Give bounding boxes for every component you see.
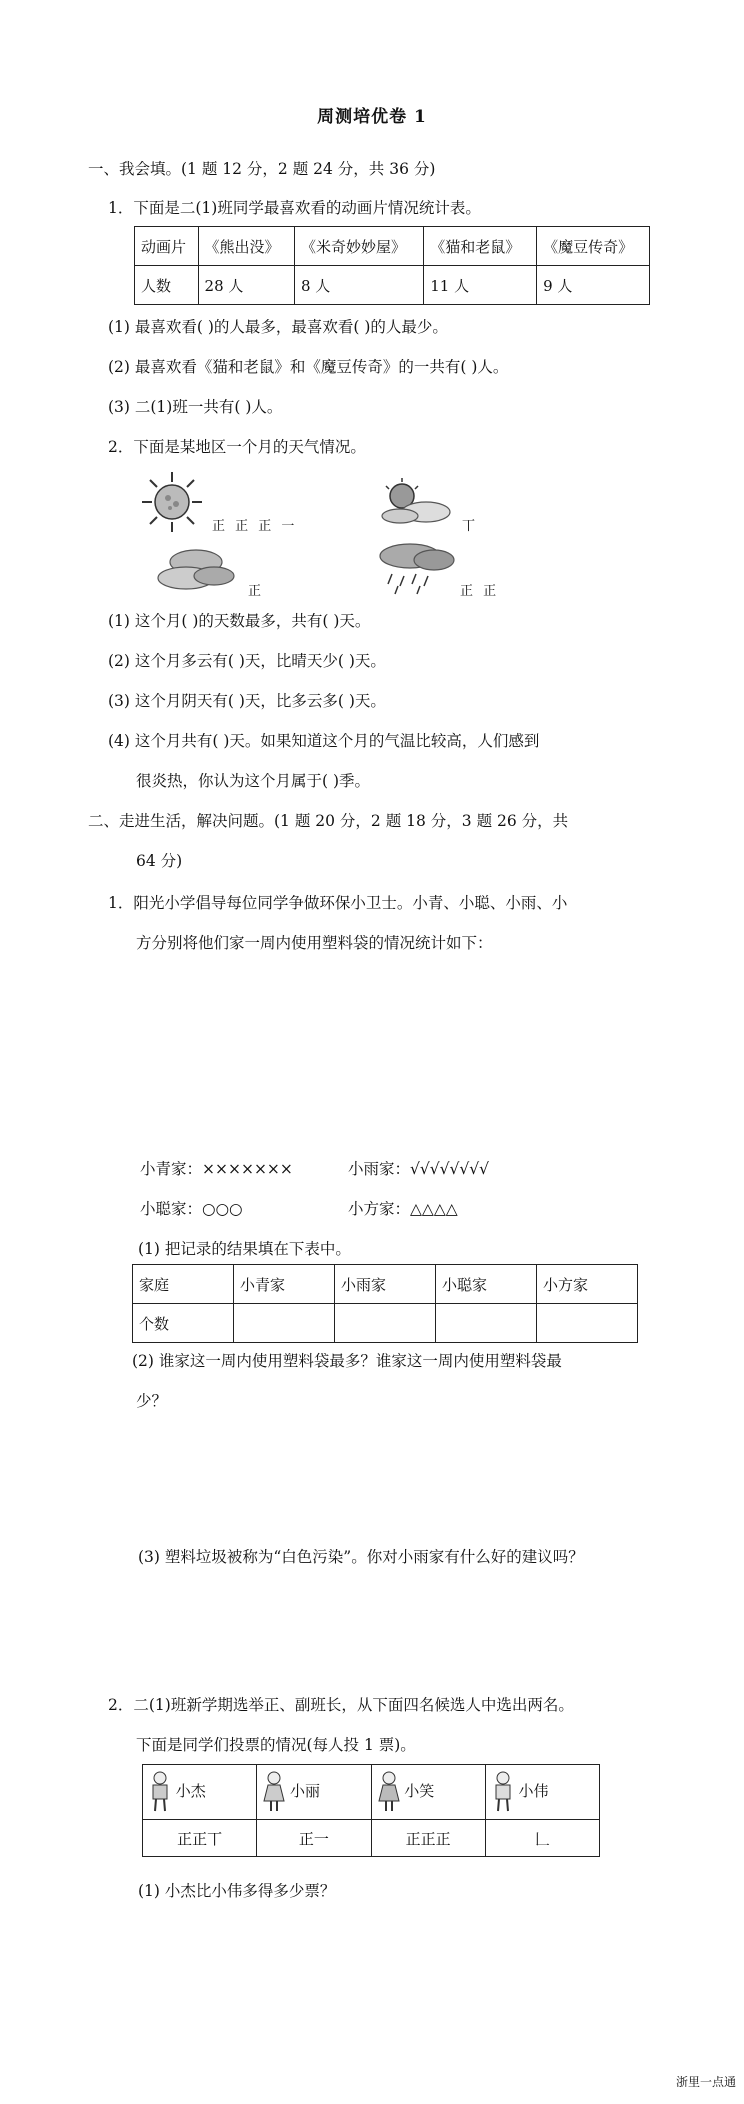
candidate-cell: [143, 1765, 257, 1820]
candidate-cell: [257, 1765, 371, 1820]
candidate-name: 小伟: [518, 1782, 549, 1800]
table-cell: 《魔豆传奇》: [537, 227, 650, 266]
table-row: [143, 1820, 600, 1857]
sunny-tally: 正 正 正 ⼀: [212, 519, 298, 534]
table-cell: 《熊出没》: [198, 227, 294, 266]
candidate-cell: [371, 1765, 485, 1820]
boy-icon: [149, 1771, 171, 1813]
answer-cell[interactable]: [234, 1304, 335, 1343]
answer-cell[interactable]: [436, 1304, 537, 1343]
candidate-cell: [485, 1765, 599, 1820]
table-cell: 人数: [135, 266, 199, 305]
table-cell: 小方家: [537, 1265, 638, 1304]
q2-sub4-line2: 很炎热，你认为这个月属于( )季。: [136, 772, 371, 790]
table-cell: 小雨家: [335, 1265, 436, 1304]
part2-heading-cont: 64 分): [136, 852, 183, 870]
cloudy-tally: 丅: [462, 519, 479, 534]
table-cell: 28 人: [198, 266, 294, 305]
table-cell: 9 人: [537, 266, 650, 305]
table-row: [135, 266, 650, 305]
table-row: [143, 1765, 600, 1820]
answer-cell[interactable]: [537, 1304, 638, 1343]
sun-icon: [140, 470, 204, 534]
table-cell: 小聪家: [436, 1265, 537, 1304]
q1-sub3: (3) 二(1)班一共有( )人。: [108, 398, 283, 416]
p2q1-sub1: (1) 把记录的结果填在下表中。: [138, 1240, 351, 1258]
overcast-icon: [156, 544, 240, 594]
table-cell: 小青家: [234, 1265, 335, 1304]
girl-icon: [263, 1771, 285, 1813]
q2-sub2: (2) 这个月多云有( )天，比晴天少( )天。: [108, 652, 386, 670]
part1-heading: 一、我会填。(1 题 12 分，2 题 24 分，共 36 分): [88, 160, 436, 178]
overcast-tally: 正: [248, 584, 265, 599]
table-row: [133, 1265, 638, 1304]
record-fang: 小方家：△△△△: [348, 1200, 458, 1218]
table-cell: 动画片: [135, 227, 199, 266]
q2-sub4-line1: (4) 这个月共有( )天。如果知道这个月的气温比较高，人们感到: [108, 732, 540, 750]
table-row: [135, 227, 650, 266]
vote-table: [142, 1764, 600, 1857]
table-cell: 个数: [133, 1304, 234, 1343]
p2q2-stem-line1: 2．二(1)班新学期选举正、副班长，从下面四名候选人中选出两名。: [108, 1696, 574, 1714]
girl-icon: [378, 1771, 400, 1813]
vote-tally: 正正丅: [143, 1820, 257, 1857]
candidate-name: 小笑: [404, 1782, 435, 1800]
q1-sub2: (2) 最喜欢看《猫和老鼠》和《魔豆传奇》的一共有( )人。: [108, 358, 509, 376]
p2q1-sub2-line2: 少？: [136, 1392, 168, 1410]
p2q1-sub3: (3) 塑料垃圾被称为“白色污染”。你对小雨家有什么好的建议吗？: [138, 1548, 584, 1566]
boy-icon: [492, 1771, 514, 1813]
record-yu: 小雨家：√√√√√√√√: [348, 1160, 490, 1178]
candidate-name: 小丽: [290, 1782, 321, 1800]
table-cell: 《猫和老鼠》: [424, 227, 537, 266]
q2-sub3: (3) 这个月阴天有( )天，比多云多( )天。: [108, 692, 386, 710]
cartoon-table: [134, 226, 650, 305]
p2q1-stem-line2: 方分别将他们家一周内使用塑料袋的情况统计如下：: [136, 934, 493, 952]
table-cell: 8 人: [294, 266, 423, 305]
q1-sub1: (1) 最喜欢看( )的人最多，最喜欢看( )的人最少。: [108, 318, 448, 336]
rain-icon: [370, 540, 460, 596]
record-cong: 小聪家：○○○: [140, 1200, 243, 1218]
q2-sub1: (1) 这个月( )的天数最多，共有( )天。: [108, 612, 371, 630]
footer-brand: 浙里一点通: [675, 2075, 736, 2089]
answer-cell[interactable]: [335, 1304, 436, 1343]
plastic-bag-table: [132, 1264, 638, 1343]
table-cell: 11 人: [424, 266, 537, 305]
q1-stem: 1．下面是二(1)班同学最喜欢看的动画片情况统计表。: [108, 199, 481, 217]
table-cell: 家庭: [133, 1265, 234, 1304]
p2q2-sub1: (1) 小杰比小伟多得多少票？: [138, 1882, 336, 1900]
candidate-name: 小杰: [175, 1782, 206, 1800]
page-title: 周测培优卷 1: [317, 107, 427, 127]
p2q2-stem-line2: 下面是同学们投票的情况(每人投 1 票)。: [136, 1736, 416, 1754]
record-qing: 小青家：×××××××: [140, 1160, 293, 1178]
p2q1-sub2-line1: (2) 谁家这一周内使用塑料袋最多？谁家这一周内使用塑料袋最: [132, 1352, 562, 1370]
vote-tally: 𠃊: [485, 1820, 599, 1857]
table-row: [133, 1304, 638, 1343]
part2-heading: 二、走进生活，解决问题。(1 题 20 分，2 题 18 分，3 题 26 分，共: [88, 812, 569, 830]
vote-tally: 正正正: [371, 1820, 485, 1857]
table-cell: 《米奇妙妙屋》: [294, 227, 423, 266]
partly-cloudy-icon: [376, 478, 456, 528]
rainy-tally: 正 正: [460, 584, 500, 599]
q2-stem: 2．下面是某地区一个月的天气情况。: [108, 438, 366, 456]
vote-tally: 正⼀: [257, 1820, 371, 1857]
p2q1-stem-line1: 1．阳光小学倡导每位同学争做环保小卫士。小青、小聪、小雨、小: [108, 894, 568, 912]
